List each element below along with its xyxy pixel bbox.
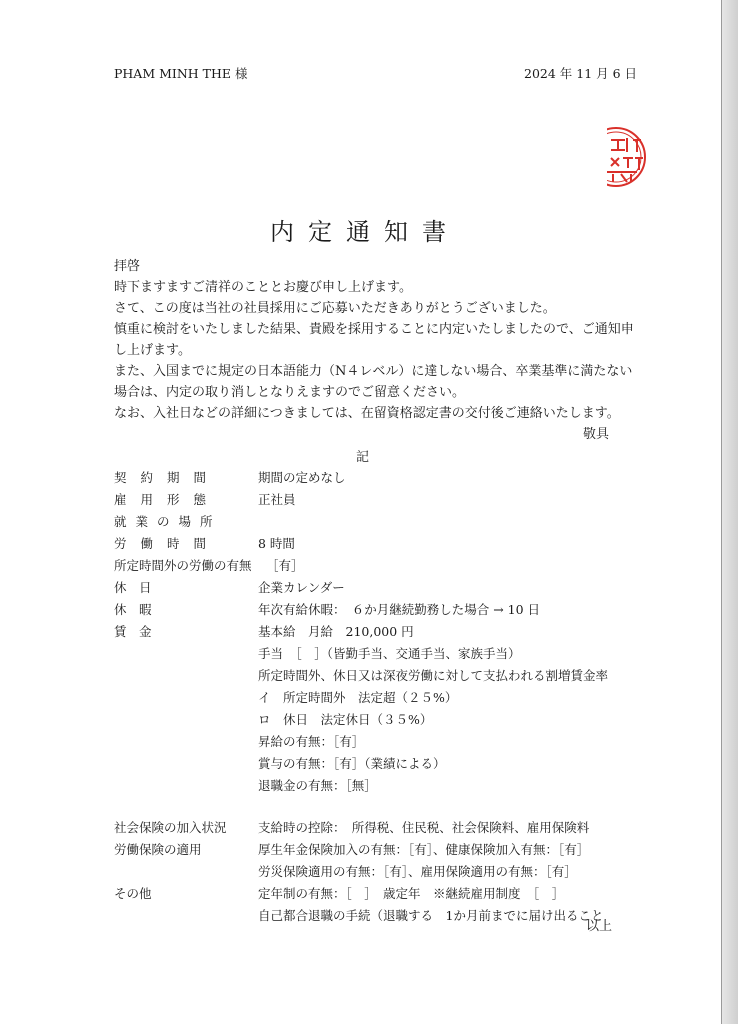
other-label: その他 (114, 886, 152, 901)
labor-insurance-label: 労働保険の適用 (114, 842, 202, 857)
overtime-value: ［有］ (266, 558, 304, 573)
overtime-label: 所定時間外の労働の有無 (114, 558, 252, 573)
wage-line: 基本給 月給 210,000 円 (258, 624, 414, 639)
red-company-seal-icon (585, 126, 647, 188)
letter-paragraph: 時下ますますご清祥のこととお慶び申し上げます。 (114, 280, 412, 295)
addressee: PHAM MINH THE 様 (114, 66, 248, 81)
page-edge-shadow (722, 0, 738, 1024)
letter-paragraph: 慎重に検討をいたしました結果、貴殿を採用することに内定いたしましたので、ご通知申 (114, 322, 634, 337)
letter-paragraph: 場合は、内定の取り消しとなりえますのでご留意ください。 (114, 385, 466, 400)
labor-insurance-line: 労災保険適用の有無：［有］、雇用保険適用の有無：［有］ (258, 864, 577, 879)
letter-opening: 拝啓 (114, 259, 141, 274)
wage-line: 手当 ［ ］（皆勤手当、交通手当、家族手当） (258, 646, 521, 661)
social-insurance-label: 社会保険の加入状況 (114, 820, 227, 835)
ki-heading: 記 (356, 450, 370, 465)
wage-label: 賃 金 (114, 624, 152, 639)
workplace-label: 就業の場所 (114, 514, 222, 529)
issue-date: 2024 年 11 月 6 日 (524, 66, 638, 81)
wage-line: 所定時間外、休日又は深夜労働に対して支払われる割増賃金率 (258, 668, 609, 683)
leave-label: 休 暇 (114, 602, 152, 617)
employment-type-label: 雇用形態 (114, 492, 221, 507)
wage-line: 昇給の有無：［有］ (258, 734, 365, 749)
wage-line: イ 所定時間外 法定超（２５%） (258, 690, 458, 705)
holidays-value: 企業カレンダー (258, 580, 345, 595)
other-line: 定年制の有無：［ ］ 歳定年 ※継続雇用制度 ［ ］ (258, 886, 565, 901)
letter-paragraph: さて、この度は当社の社員採用にご応募いただきありがとうございました。 (114, 301, 556, 316)
contract-period-value: 期間の定めなし (258, 470, 346, 485)
letter-closing: 敬具 (583, 427, 610, 442)
labor-insurance-line: 厚生年金保険加入の有無：［有］、健康保険加入有無：［有］ (258, 842, 590, 857)
document-title: 内定通知書 (270, 218, 460, 246)
wage-line: 賞与の有無：［有］（業績による） (258, 756, 446, 771)
letter-paragraph: なお、入社日などの詳細につきましては、在留資格認定書の交付後ご連絡いたします。 (114, 406, 620, 421)
wage-line: ロ 休日 法定休日（３５%） (258, 712, 433, 727)
wage-line: 退職金の有無：［無］ (258, 778, 377, 793)
letter-paragraph: また、入国までに規定の日本語能力（N４レベル）に達しない場合、卒業基準に満たない (114, 364, 633, 379)
social-insurance-value: 支給時の控除： 所得税、住民税、社会保険料、雇用保険料 (258, 820, 590, 835)
leave-value: 年次有給休暇： ６か月継続勤務した場合 → 10 日 (258, 602, 541, 617)
work-hours-value: 8 時間 (258, 536, 295, 551)
holidays-label: 休 日 (114, 580, 152, 595)
end-mark: 以上 (586, 919, 613, 934)
other-line: 自己都合退職の手続（退職する 1か月前までに届け出ること (258, 908, 604, 923)
letter-paragraph: し上げます。 (114, 343, 191, 358)
work-hours-label: 労働時間 (114, 536, 221, 551)
employment-type-value: 正社員 (258, 492, 296, 507)
contract-period-label: 契約期間 (114, 470, 221, 485)
